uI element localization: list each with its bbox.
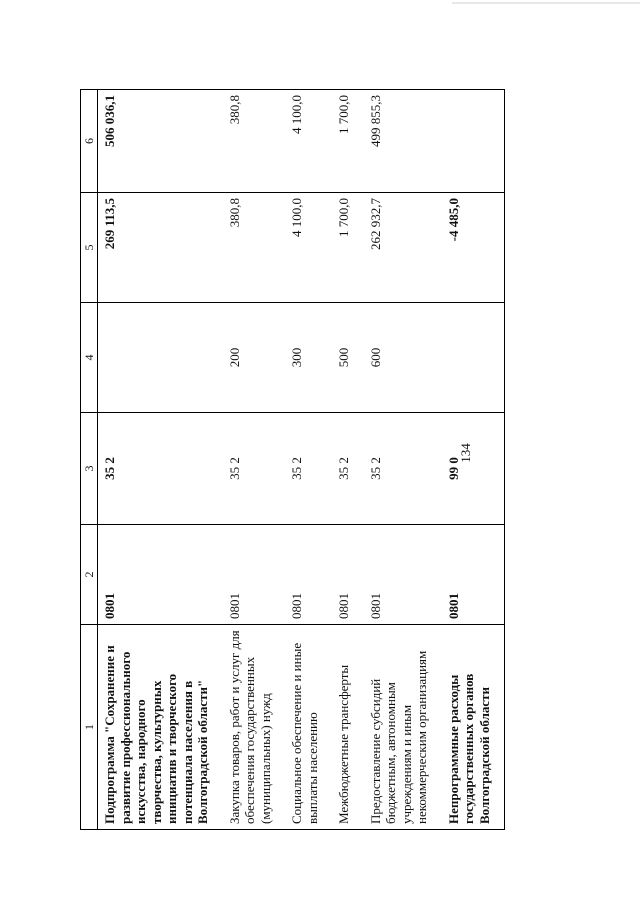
- row-change: 380,8: [223, 193, 286, 303]
- table-row: [223, 90, 286, 830]
- row-section: 0801: [223, 525, 286, 625]
- row-target: 35 2: [332, 413, 364, 525]
- row-section: 0801: [442, 525, 505, 625]
- rotated-page-content: [80, 50, 640, 830]
- row-name: Предоставление субсидий бюджетным, автономным учреждениям и иным некоммерческим организациям: [364, 625, 442, 830]
- budget-table: [80, 89, 505, 830]
- row-change: 269 113,5: [98, 193, 223, 303]
- row-change: 4 100,0: [285, 193, 332, 303]
- row-expense-type: 500: [332, 303, 364, 413]
- row-expense-type: 200: [223, 303, 286, 413]
- row-section: 0801: [98, 525, 223, 625]
- row-name: Межбюджетные трансферты: [332, 625, 364, 830]
- row-change: -4 485,0: [442, 193, 505, 303]
- table-row: [285, 90, 332, 830]
- row-name: Социальное обеспечение и иные выплаты населению: [285, 625, 332, 830]
- table-row: [332, 90, 364, 830]
- row-target: 35 2: [285, 413, 332, 525]
- row-total: 4 100,0: [285, 90, 332, 193]
- row-total: 499 855,3: [364, 90, 442, 193]
- row-target: 99 0: [442, 413, 505, 525]
- row-name: Подпрограмма "Сохранение и развитие профессионального искусства, народного творчества, культурных инициатив и творческого потенциала населения в Волгоградской области": [98, 625, 223, 830]
- row-target: 35 2: [364, 413, 442, 525]
- row-section: 0801: [332, 525, 364, 625]
- table-row: [364, 90, 442, 830]
- column-number-4: 4: [81, 303, 98, 413]
- row-target: 35 2: [223, 413, 286, 525]
- row-total: 380,8: [223, 90, 286, 193]
- column-number-row: [81, 90, 98, 830]
- row-expense-type: 300: [285, 303, 332, 413]
- row-total: 1 700,0: [332, 90, 364, 193]
- table-row: [442, 90, 505, 830]
- scan-edge-mark: [452, 2, 640, 4]
- column-number-5: 5: [81, 193, 98, 303]
- row-name: Непрограммные расходы государственных органов Волгоградской области: [442, 625, 505, 830]
- column-number-2: 2: [81, 525, 98, 625]
- row-expense-type: [442, 303, 505, 413]
- row-expense-type: 600: [364, 303, 442, 413]
- column-number-1: 1: [81, 625, 98, 830]
- page-number: 134: [458, 443, 473, 463]
- row-expense-type: [98, 303, 223, 413]
- column-number-6: 6: [81, 90, 98, 193]
- row-name: Закупка товаров, работ и услуг для обеспечения государственных (муниципальных) нужд: [223, 625, 286, 830]
- table-row: [98, 90, 223, 830]
- row-change: 1 700,0: [332, 193, 364, 303]
- row-section: 0801: [285, 525, 332, 625]
- row-total: 506 036,1: [98, 90, 223, 193]
- row-section: 0801: [364, 525, 442, 625]
- row-total: [442, 90, 505, 193]
- column-number-3: 3: [81, 413, 98, 525]
- row-change: 262 932,7: [364, 193, 442, 303]
- row-target: 35 2: [98, 413, 223, 525]
